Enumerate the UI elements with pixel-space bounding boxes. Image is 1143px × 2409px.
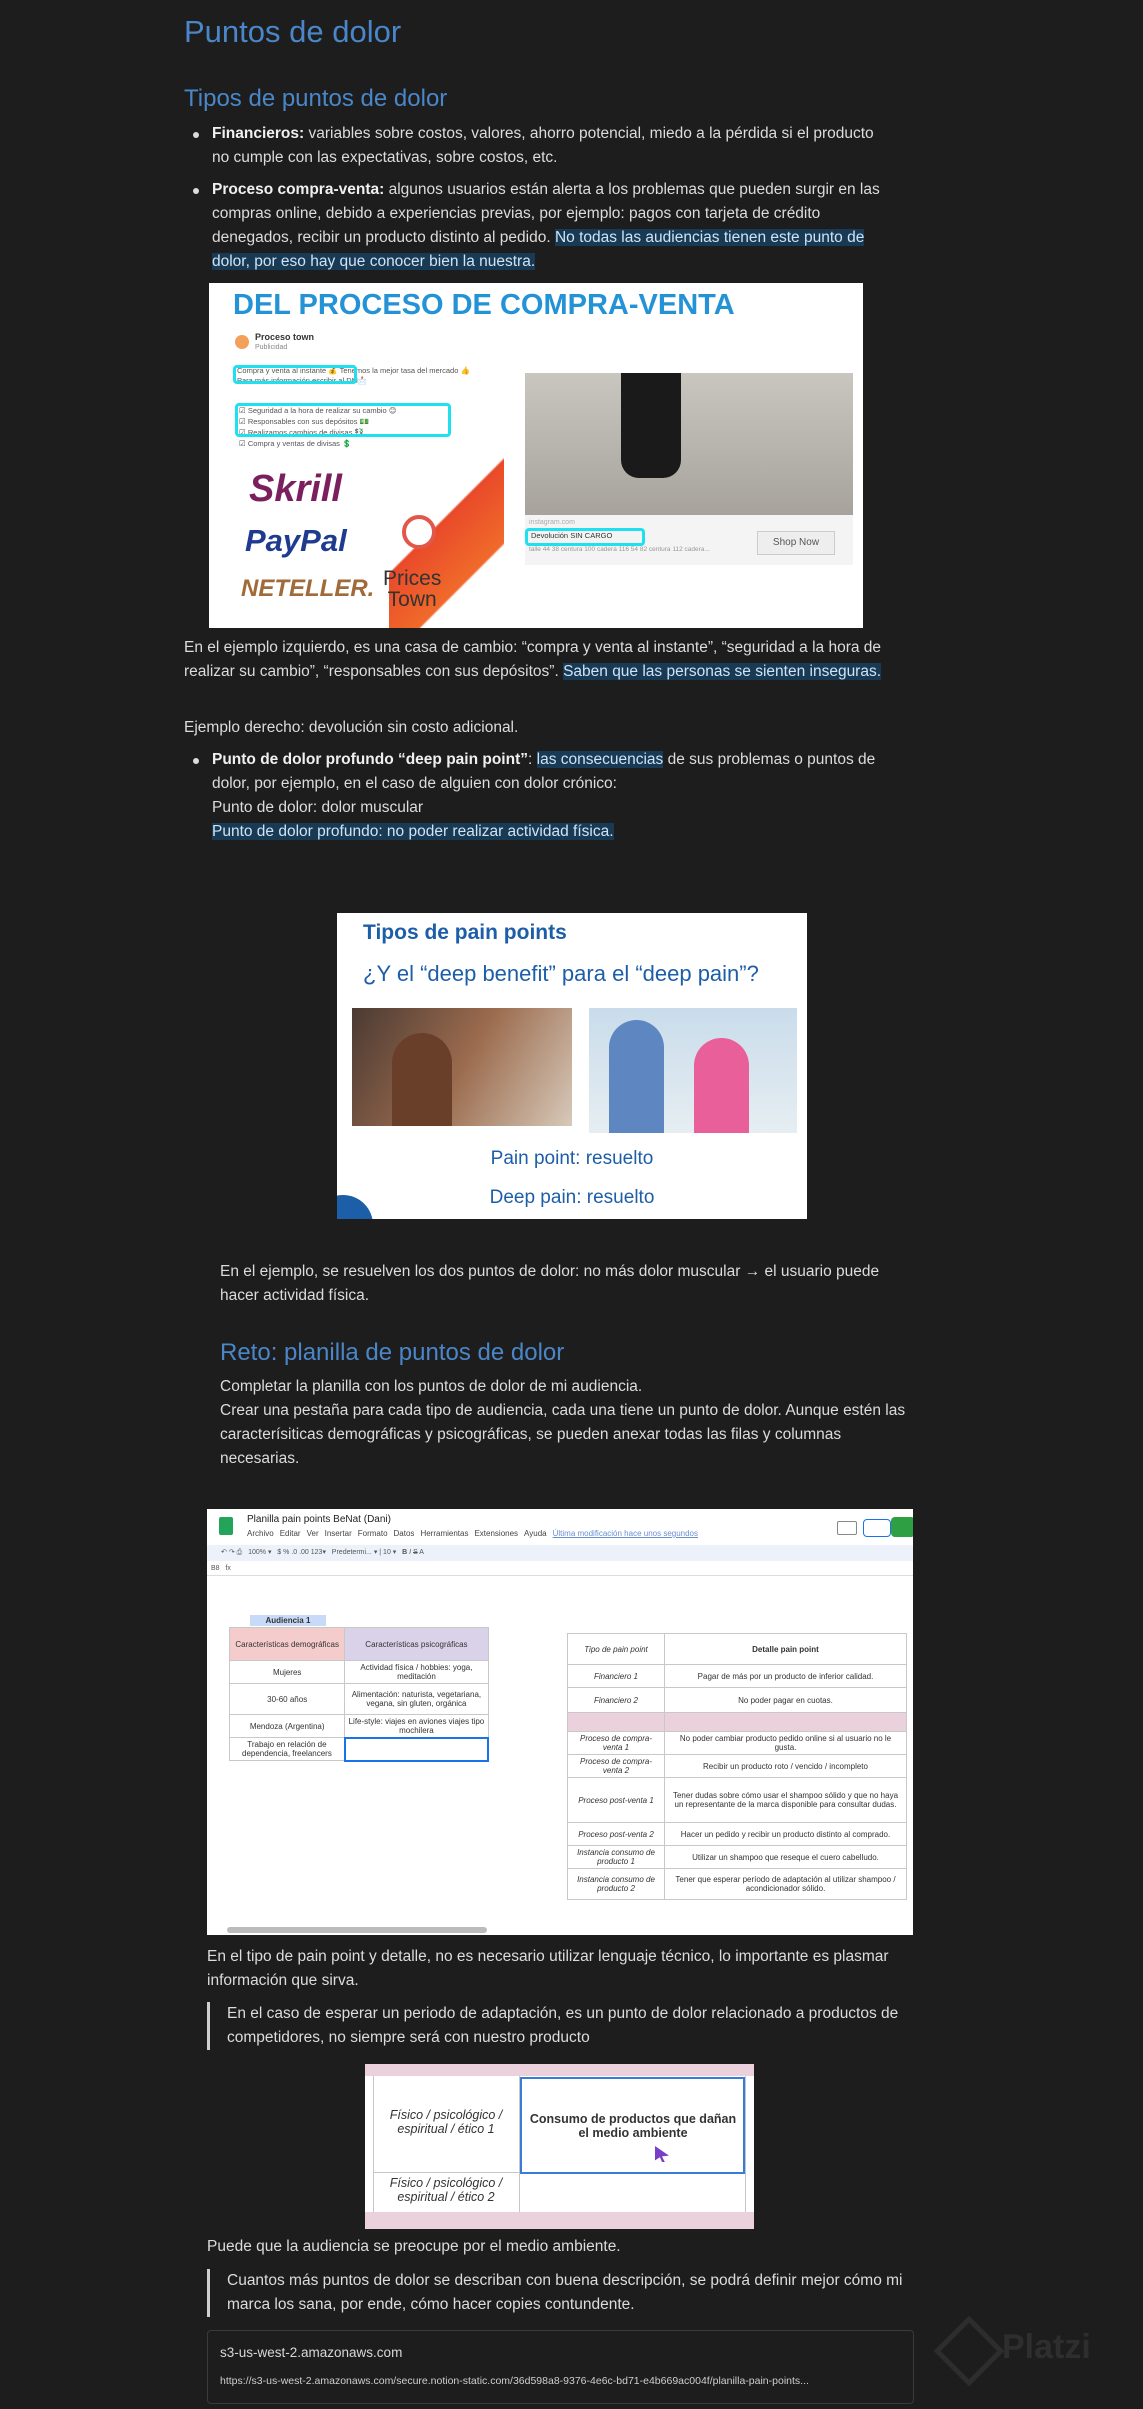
photo-shoulder-pain <box>352 1008 572 1126</box>
paragraph-example-right: Ejemplo derecho: devolución sin costo adicional. <box>184 719 519 736</box>
share-button[interactable] <box>891 1517 913 1537</box>
menu-item[interactable]: Formato <box>357 1529 388 1538</box>
check-item: ☑ Seguridad a la hora de realizar su cambio 😊 <box>239 406 397 415</box>
check-text: Seguridad a la hora de realizar su cambio 😊 <box>247 406 397 415</box>
cell[interactable]: Alimentación: naturista, vegetariana, vegana, sin gluten, orgánica <box>345 1684 488 1715</box>
header-detalle[interactable]: Detalle pain point <box>665 1634 907 1665</box>
cell[interactable] <box>568 1713 665 1732</box>
bullet-text: de sus problemas o puntos de dolor, por ejemplo, en el caso de alguien con dolor crónico: <box>212 751 876 792</box>
paragraph-language: En el tipo de pain point y detalle, no es necesario utilizar lenguaje técnico, lo importante es plasmar información que sirva. <box>207 1948 889 1989</box>
cell[interactable]: Instancia consumo de producto 2 <box>568 1869 665 1900</box>
undo-icon[interactable]: ↶ <box>221 1549 227 1556</box>
sheet-toolbar: ↶ ↷ ⎙ 100% ▾ $ % .0 .00 123▾ Predetermi... ▾ | 10 ▾ B I S A <box>207 1545 913 1561</box>
menu-item[interactable]: Ayuda <box>524 1529 547 1538</box>
highlight-text: Saben que las personas se sienten inseguras. <box>563 663 882 680</box>
logo-neteller: NETELLER. <box>241 575 375 602</box>
sheet-doc-title[interactable]: Planilla pain points BeNat (Dani) <box>247 1514 391 1525</box>
bullet-label: Financieros: <box>212 125 305 142</box>
bullet-label: Punto de dolor profundo “deep pain point” <box>212 751 528 768</box>
list-item-compra-venta <box>184 178 884 274</box>
cell[interactable]: Proceso de compra-venta 2 <box>568 1755 665 1778</box>
platzi-logo-icon <box>934 2316 1005 2387</box>
logo-text: Prices <box>383 567 442 590</box>
row1-type: Físico / psicológico / espiritual / ético 1 <box>389 2108 503 2136</box>
environment-table-image <box>365 2064 754 2229</box>
check-text: Realizamos cambios de divisas 💱 <box>247 428 364 437</box>
bullet-line: Punto de dolor: dolor muscular <box>212 799 424 816</box>
cell[interactable]: No poder pagar en cuotas. <box>665 1688 907 1713</box>
check-item: ☑ Realizamos cambios de divisas 💱 <box>239 428 364 437</box>
photo-couple <box>589 1008 797 1133</box>
photo-person <box>694 1038 749 1133</box>
menu-item[interactable]: Datos <box>393 1529 415 1538</box>
audience-label[interactable]: Audiencia 1 <box>250 1615 327 1626</box>
logo-skrill: Skrill <box>249 468 342 510</box>
logo-paypal: PayPal <box>245 523 347 558</box>
photo-person <box>392 1033 452 1126</box>
cell[interactable]: 30-60 años <box>230 1684 345 1715</box>
bullet-label: Proceso compra-venta: <box>212 181 385 198</box>
row2-type: Físico / psicológico / espiritual / ético 2 <box>389 2176 503 2204</box>
logo-prices-town <box>383 568 441 610</box>
paragraph-resolution: En el ejemplo, se resuelven los dos puntos de dolor: no más dolor muscular → el usuario puede hacer actividad física. <box>220 1263 880 1304</box>
reto-line: Completar la planilla con los puntos de dolor de mi audiencia. <box>220 1378 643 1395</box>
cell[interactable]: No poder cambiar producto pedido online si al usuario no le gusta. <box>665 1732 907 1755</box>
photo-legs <box>621 373 681 478</box>
menu-item[interactable]: Insertar <box>324 1529 352 1538</box>
menu-item[interactable]: Herramientas <box>420 1529 469 1538</box>
image-subtitle: ¿Y el “deep benefit” para el “deep pain”? <box>363 961 759 986</box>
section-heading-tipos: Tipos de puntos de dolor <box>184 85 448 112</box>
menu-item[interactable]: Ver <box>306 1529 319 1538</box>
table-band <box>365 2212 754 2229</box>
pain-point-resolved: Pain point: resuelto <box>490 1148 654 1169</box>
cell[interactable]: Tener dudas sobre cómo usar el shampoo sólido y que no haya un representante de la marca disponible para consultar dudas. <box>665 1778 907 1823</box>
paragraph-environment: Puede que la audiencia se preocupe por el medio ambiente. <box>207 2238 621 2255</box>
cell[interactable]: Actividad física / hobbies: yoga, meditación <box>345 1661 488 1684</box>
redo-icon[interactable]: ↷ <box>228 1549 235 1556</box>
menu-item[interactable]: Archivo <box>247 1529 274 1538</box>
cell[interactable]: Pagar de más por un producto de inferior calidad. <box>665 1665 907 1688</box>
cell[interactable]: Instancia consumo de producto 1 <box>568 1846 665 1869</box>
bullet-text: algunos usuarios están alerta a los problemas que pueden surgir en las compras online, debido a experiencias previas, por ejemplo: pagos con tarjeta de crédito denegados, recibir un producto distinto al pedido. <box>212 181 880 246</box>
cell[interactable]: Life-style: viajes en aviones viajes tipo mochilera <box>345 1715 488 1738</box>
cell[interactable]: Proceso post-venta 1 <box>568 1778 665 1823</box>
photo-person <box>609 1020 664 1133</box>
cell[interactable]: Trabajo en relación de dependencia, freelancers <box>230 1738 345 1761</box>
ad-line1: Compra y venta al instante 💰 Tenemos la mejor tasa del mercado 👍 Para más información escribir al DM📩 <box>237 366 470 385</box>
list-item-deep-pain <box>184 748 884 844</box>
cell[interactable]: Proceso de compra-venta 1 <box>568 1732 665 1755</box>
row1-detail: Consumo de productos que dañan el medio ambiente <box>529 2112 737 2140</box>
deep-pain-list <box>184 748 884 844</box>
highlight-box <box>525 528 645 546</box>
logo-text: Town <box>387 588 437 611</box>
check-item: ☑ Responsables con sus depósitos 💵 <box>239 417 369 426</box>
spreadsheet-image <box>207 1509 913 1935</box>
reto-paragraph <box>220 1375 920 1471</box>
prices-town-icon <box>402 515 436 549</box>
link-url: https://s3-us-west-2.amazonaws.com/secure.notion-static.com/36d598a8-9376-4e6c-bd71-e4b669ac004f/planilla-pain-points... <box>220 2375 809 2387</box>
horizontal-scrollbar[interactable] <box>227 1927 487 1933</box>
zoom-select[interactable]: 100% <box>248 1549 266 1556</box>
menu-item[interactable]: Editar <box>279 1529 301 1538</box>
cell[interactable]: Hacer un pedido y recibir un producto distinto al comprado. <box>665 1823 907 1846</box>
pain-types-list <box>184 122 884 274</box>
image-title: Tipos de pain points <box>363 921 567 944</box>
cell[interactable]: Recibir un producto roto / vencido / incompleto <box>665 1755 907 1778</box>
table-band <box>365 2064 754 2076</box>
comments-icon[interactable] <box>837 1521 857 1535</box>
last-edit-link[interactable]: Última modificación hace unos segundos <box>552 1529 699 1538</box>
paragraph-text: En el ejemplo izquierdo, es una casa de cambio: “compra y venta al instante”, “seguridad a la hora de realizar su cambio”, “responsables con sus depósitos”. <box>184 639 882 680</box>
ad-url: instagram.com <box>529 519 575 526</box>
compra-venta-image <box>209 283 863 628</box>
menu-item[interactable]: Extensiones <box>474 1529 519 1538</box>
header-psychographics[interactable]: Características psicográficas <box>345 1628 488 1661</box>
ad-highlight: Devolución SIN CARGO <box>531 531 613 540</box>
cell[interactable]: Tener que esperar período de adaptación al utilizar shampoo / acondicionador sólido. <box>665 1869 907 1900</box>
sheets-icon <box>219 1517 233 1535</box>
cell[interactable]: Financiero 1 <box>568 1665 665 1688</box>
check-text: Responsables con sus depósitos 💵 <box>247 417 369 426</box>
page-subtitle: Publicidad <box>255 344 288 351</box>
paragraph-example-left <box>184 636 884 684</box>
selected-cell[interactable] <box>345 1738 488 1761</box>
reto-line: Crear una pestaña para cada tipo de audiencia, cada una tiene un punto de dolor. Aunque estén las caracterísiticas demográficas y psicográficas, se pueden anexar todas las filas y columnas necesarias. <box>220 1402 906 1467</box>
sheet-menu-bar <box>247 1529 698 1538</box>
highlight-box <box>233 365 357 384</box>
header-tipo[interactable]: Tipo de pain point <box>568 1634 665 1665</box>
font-select[interactable]: Predetermi... <box>331 1549 372 1556</box>
list-item-financieros <box>184 122 884 170</box>
page-title: Puntos de dolor <box>184 14 402 49</box>
grid-line <box>373 2076 374 2229</box>
link-bookmark[interactable] <box>207 2330 914 2404</box>
cell[interactable]: Proceso post-venta 2 <box>568 1823 665 1846</box>
highlight-text: No todas las audiencias tienen este punto de dolor, por eso hay que conocer bien la nuestra. <box>212 229 865 270</box>
ad-description: talle 44 38 centura 100 cadera 116 54 82 centura 112 cadera... <box>529 546 710 553</box>
highlight-text: Punto de dolor profundo: no poder realizar actividad física. <box>212 823 614 840</box>
header-demographics[interactable]: Características demográficas <box>230 1628 345 1661</box>
cell[interactable]: Utilizar un shampoo que reseque el cuero cabelludo. <box>665 1846 907 1869</box>
section-heading-reto: Reto: planilla de puntos de dolor <box>220 1339 565 1366</box>
check-text: Compra y ventas de divisas 💲 <box>247 439 352 448</box>
cell[interactable]: Mendoza (Argentina) <box>230 1715 345 1738</box>
cell[interactable]: Mujeres <box>230 1661 345 1684</box>
image-title: DEL PROCESO DE COMPRA-VENTA <box>233 289 735 321</box>
avatar <box>235 335 249 349</box>
sheet-table-left <box>229 1613 489 1762</box>
shop-now-button[interactable]: Shop Now <box>757 531 835 555</box>
sheet-table-right <box>567 1633 907 1900</box>
present-button[interactable] <box>863 1519 891 1537</box>
cell-ref: B8 <box>211 1565 220 1572</box>
highlight-box <box>235 403 451 437</box>
product-photo <box>525 373 853 515</box>
highlight-text: las consecuencias <box>536 751 664 768</box>
deep-benefit-image <box>337 913 807 1219</box>
check-item: ☑ Compra y ventas de divisas 💲 <box>239 439 352 448</box>
font-size-select[interactable]: 10 <box>383 1549 391 1556</box>
bullet-text: : <box>528 751 537 768</box>
formula-bar[interactable]: B8 fx <box>207 1563 913 1576</box>
grid-line <box>745 2076 746 2229</box>
platzi-watermark: Platzi <box>1002 2328 1091 2366</box>
bullet-text: variables sobre costos, valores, ahorro potencial, miedo a la pérdida si el producto no cumple con las expectativas, sobre costos, etc. <box>212 125 874 166</box>
cell[interactable] <box>665 1713 907 1732</box>
cell[interactable]: Financiero 2 <box>568 1688 665 1713</box>
deep-pain-resolved: Deep pain: resuelto <box>489 1187 655 1208</box>
quote-adaptation: En el caso de esperar un periodo de adaptación, es un punto de dolor relacionado a productos de competidores, no siempre será con nuestro producto <box>207 2002 917 2050</box>
page-name: Proceso town <box>255 332 315 342</box>
quote-copies: Cuantos más puntos de dolor se describan con buena descripción, se podrá definir mejor cómo mi marca los sana, por ende, cómo hacer copies contundente. <box>207 2269 917 2317</box>
link-domain: s3-us-west-2.amazonaws.com <box>220 2345 403 2360</box>
